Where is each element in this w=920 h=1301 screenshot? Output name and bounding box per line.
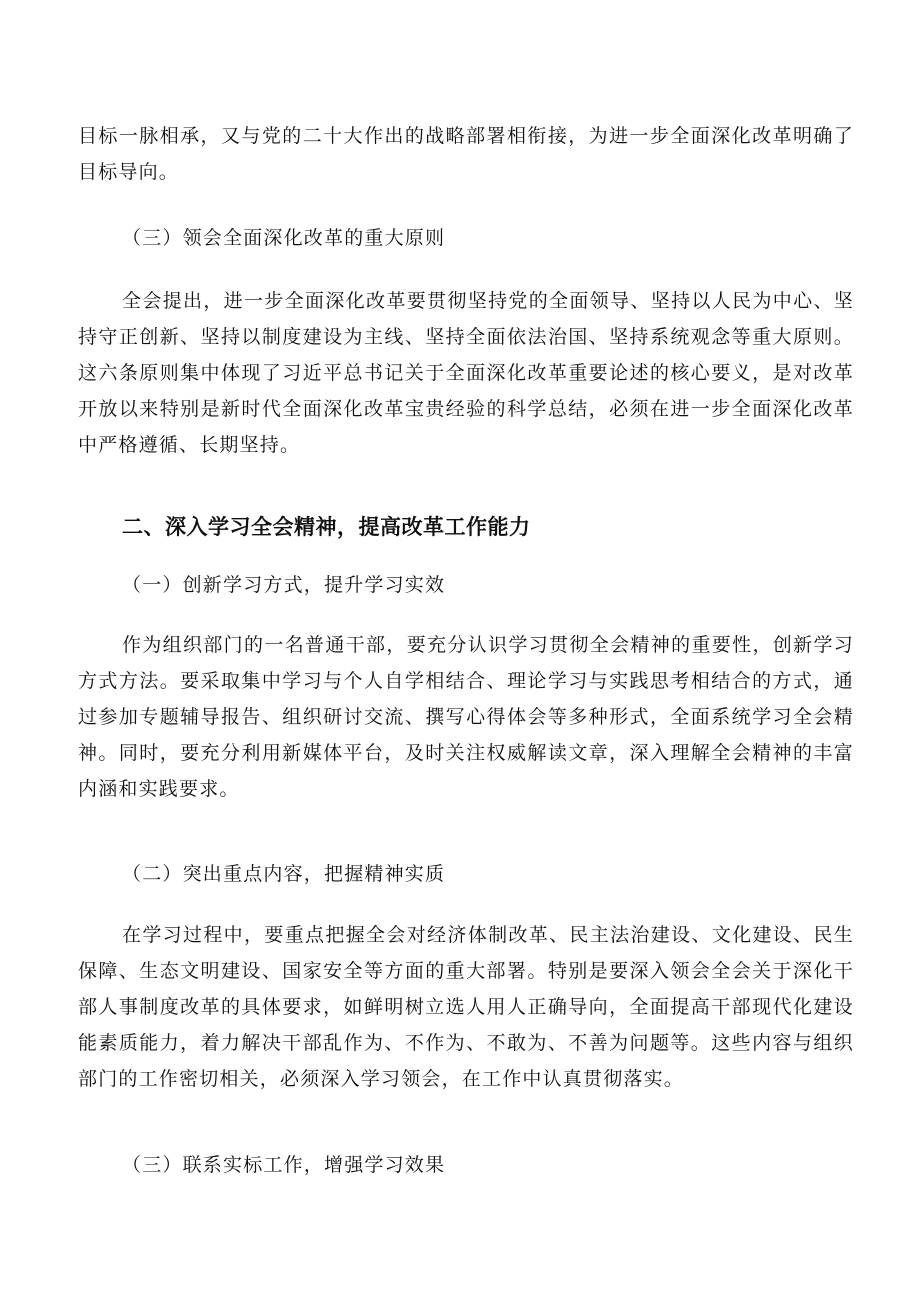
sub-heading-principles: （三）领会全面深化改革的重大原则: [122, 227, 446, 249]
paragraph-focus: 在学习过程中，要重点把握全会对经济体制改革、民主法治建设、文化建设、民生保障、生态文明建设、国家安全等方面的重大部署。特别是要深入领会全会关于深化干部人事制度改革的具体要求，如鲜明树立选人用人正确导向，全面提高干部现代化建设能素质能力，着力解决干部乱作为、不作为、不敢为、不善为问题等。这些内容与组织部门的工作密切相关，必须深入学习领会，在工作中认真贯彻落实。: [78, 924, 854, 1090]
paragraph-principles: 全会提出，进一步全面深化改革要贯彻坚持党的全面领导、坚持以人民为中心、坚持守正创新、坚持以制度建设为主线、坚持全面依法治国、坚持系统观念等重大原则。这六条原则集中体现了习近平总书记关于全面深化改革重要论述的核心要义，是对改革开放以来特别是新时代全面深化改革宝贵经验的科学总结，必须在进一步全面深化改革中严格遵循、长期坚持。: [78, 290, 854, 456]
sub-heading-methods: （一）创新学习方式，提升学习实效: [122, 574, 446, 596]
section-heading-study: 二、深入学习全会精神，提高改革工作能力: [122, 515, 531, 539]
sub-heading-practice: （三）联系实标工作，增强学习效果: [122, 1154, 446, 1176]
sub-heading-focus: （二）突出重点内容，把握精神实质: [122, 863, 446, 885]
paragraph-continuation: 目标一脉相承，又与党的二十大作出的战略部署相衔接，为进一步全面深化改革明确了目标导向。: [78, 125, 854, 183]
paragraph-methods: 作为组织部门的一名普通干部，要充分认识学习贯彻全会精神的重要性，创新学习方式方法。要采取集中学习与个人自学相结合、理论学习与实践思考相结合的方式，通过参加专题辅导报告、组织研讨交流、撰写心得体会等多种形式，全面系统学习全会精神。同时，要充分利用新媒体平台，及时关注权威解读文章，深入理解全会精神的丰富内涵和实践要求。: [78, 634, 854, 800]
